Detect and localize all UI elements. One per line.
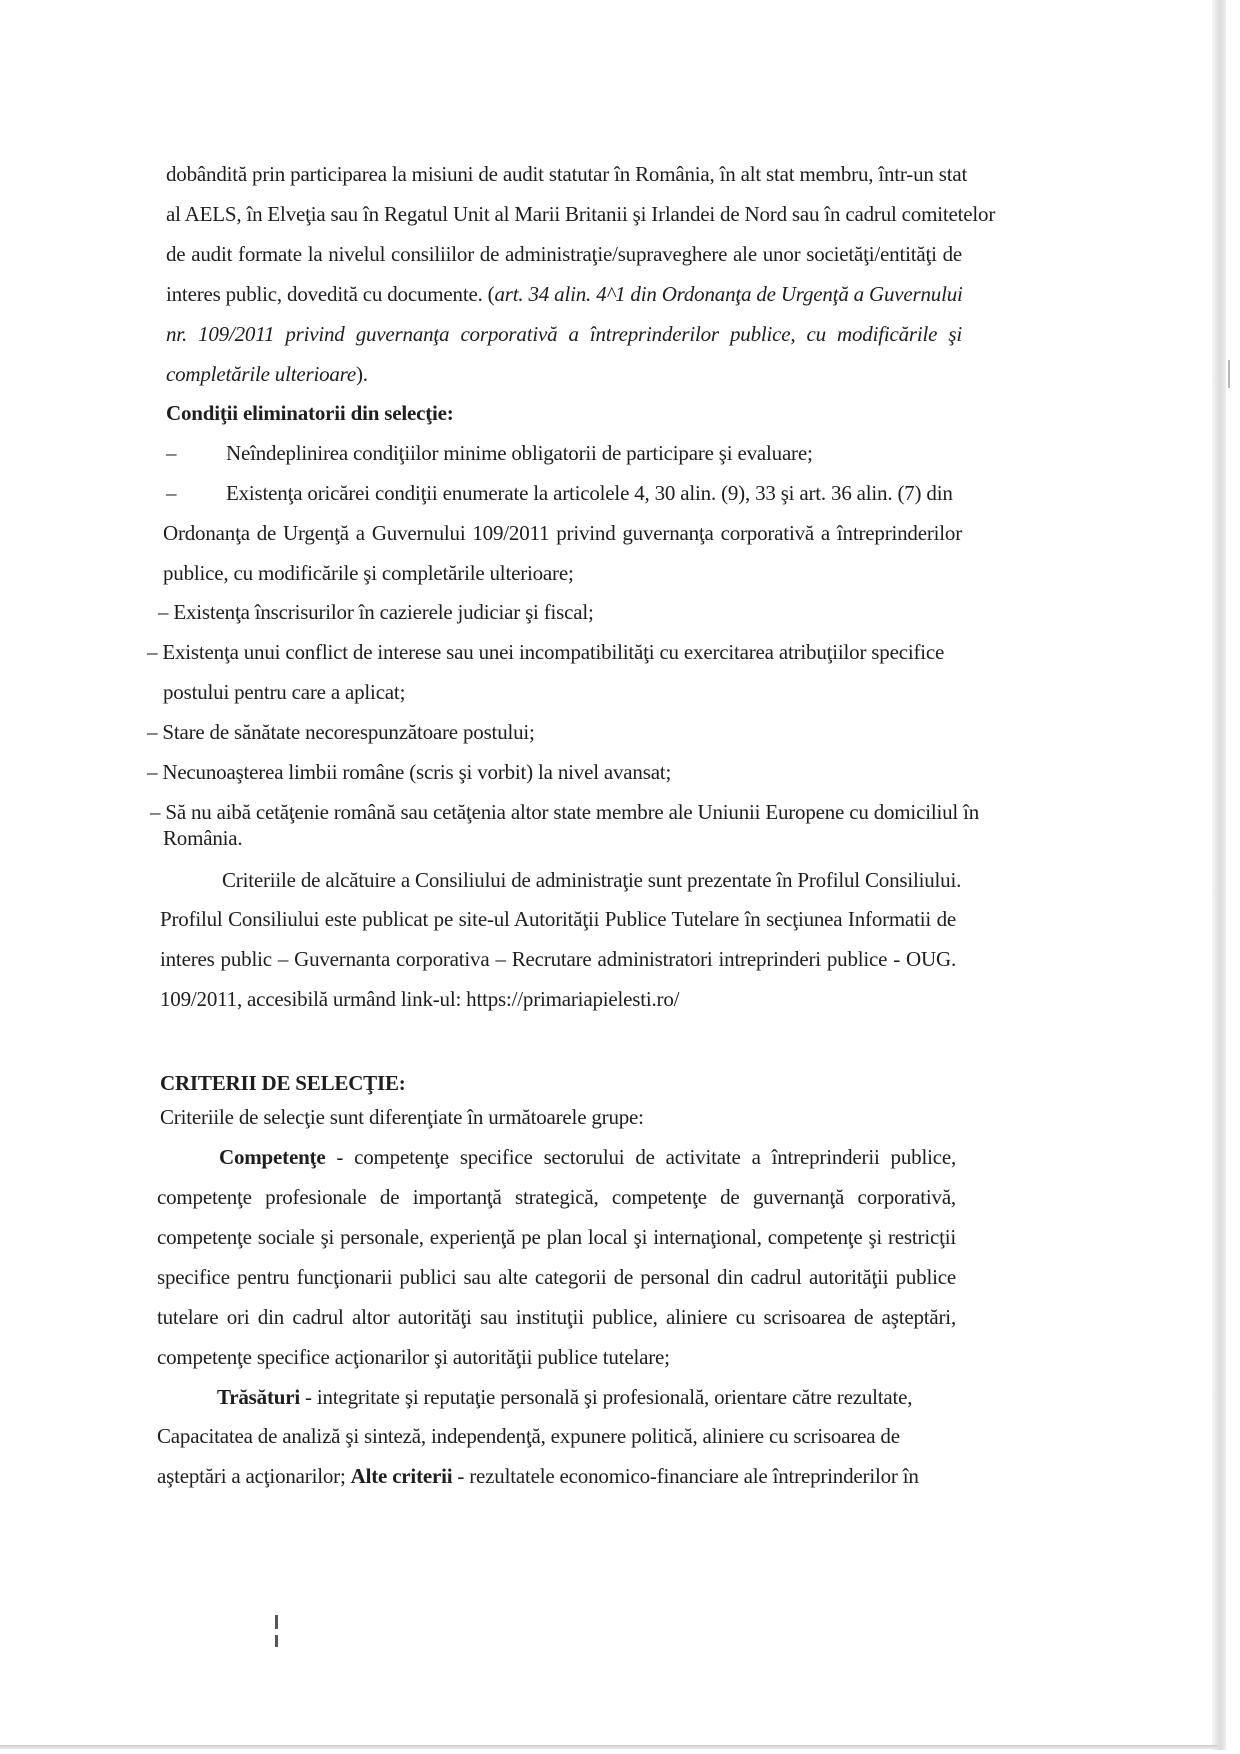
eliminatory-item-2-line2: Ordonanţa de Urgenţă a Guvernului 109/2011 privind guvernanţa corporativă a întreprinderilor xyxy=(163,521,962,545)
para1-line6 xyxy=(166,362,368,386)
dash-icon: – xyxy=(166,441,177,465)
eliminatory-item-2-line3: publice, cu modificările şi completările ulterioare; xyxy=(163,561,574,585)
eliminatory-item-3: – Existenţa înscrisurilor în cazierele judiciar şi fiscal; xyxy=(158,600,594,624)
profile-line3: interes public – Guvernanta corporativa – Recrutare administratori intreprinderi publice - OUG. xyxy=(160,947,956,971)
scan-mark xyxy=(275,1615,278,1655)
para1-line5: nr. 109/2011 privind guvernanţa corporativă a întreprinderilor publice, cu modificările şi xyxy=(166,322,962,346)
eliminatory-item-7-line2: România. xyxy=(163,826,243,850)
eliminatory-item-4-line1: – Existenţa unui conflict de interese sau unei incompatibilităţi cu exercitarea atribuţiilor specifice xyxy=(147,640,945,664)
eliminatory-item-1: Neîndeplinirea condiţiilor minime obligatorii de participare şi evaluare; xyxy=(226,441,813,465)
eliminatory-item-6: – Necunoaşterea limbii române (scris şi vorbit) la nivel avansat; xyxy=(147,760,672,784)
criteria-heading: CRITERII DE SELECŢIE: xyxy=(160,1071,406,1095)
eliminatory-heading: Condiţii eliminatorii din selecţie: xyxy=(166,401,454,425)
page-edge-right xyxy=(1212,0,1226,1750)
profile-line1: Criteriile de alcătuire a Consiliului de administraţie sunt prezentate în Profilul Consiliului. xyxy=(222,868,962,892)
para1-line6-end: ). xyxy=(356,362,368,386)
eliminatory-item-7-line1: – Să nu aibă cetăţenie română sau cetăţenia altor state membre ale Uniunii Europene cu domiciliul în xyxy=(150,800,980,824)
profile-line2: Profilul Consiliului este publicat pe site-ul Autorităţii Publice Tutelare în secţiunea Informatii de xyxy=(160,907,956,931)
competences-label: Competenţe xyxy=(219,1145,326,1169)
traits-label: Trăsături xyxy=(217,1385,300,1409)
eliminatory-item-5: – Stare de sănătate necorespunzătoare postului; xyxy=(147,720,535,744)
para1-line4-text: interes public, dovedită cu documente. ( xyxy=(166,282,495,306)
other-criteria-label: Alte criterii xyxy=(350,1464,453,1488)
para1-line1: dobândită prin participarea la misiuni de audit statutar în România, în alt stat membru, într-un stat xyxy=(166,162,968,186)
competences-line2: competenţe profesionale de importanţă strategică, competenţe de guvernanţă corporativă, xyxy=(157,1185,956,1209)
traits-line1 xyxy=(217,1385,912,1409)
para1-line3: de audit formate la nivelul consiliilor de administraţie/supraveghere ale unor societăţi/entităţi de xyxy=(166,242,962,266)
criteria-intro: Criteriile de selecţie sunt diferenţiate în următoarele grupe: xyxy=(160,1105,644,1129)
other-criteria-text: - rezultatele economico-financiare ale întreprinderilor în xyxy=(452,1464,919,1488)
eliminatory-item-4-line2: postului pentru care a aplicat; xyxy=(163,680,406,704)
traits-line3 xyxy=(157,1464,919,1488)
eliminatory-item-2-line1: Existenţa oricărei condiţii enumerate la articolele 4, 30 alin. (9), 33 şi art. 36 alin. (7) din xyxy=(226,481,953,505)
competences-line4: specifice pentru funcţionarii publici sau alte categorii de personal din cadrul autorităţii publice xyxy=(157,1265,956,1289)
para1-line6-italic: completările ulterioare xyxy=(166,362,356,386)
para1-line4 xyxy=(166,282,962,306)
competences-line1 xyxy=(219,1145,956,1169)
competences-line3: competenţe sociale şi personale, experienţă pe plan local şi internaţional, competenţe şi restricţii xyxy=(157,1225,956,1249)
scan-mark xyxy=(1228,360,1230,388)
traits-line3-text: aşteptări a acţionarilor; xyxy=(157,1464,351,1488)
competences-line5: tutelare ori din cadrul altor autorităţi sau instituţii publice, aliniere cu scrisoarea de aşteptări, xyxy=(157,1305,956,1329)
profile-line4: 109/2011, accesibilă urmând link-ul: https://primariapielesti.ro/ xyxy=(160,987,680,1011)
traits-text: - integritate şi reputaţie personală şi profesională, orientare către rezultate, xyxy=(299,1385,913,1409)
competences-line6: competenţe specifice acţionarilor şi autorităţii publice tutelare; xyxy=(157,1345,670,1369)
page-edge-bottom xyxy=(0,1745,1218,1749)
legal-citation: art. 34 alin. 4^1 din Ordonanţa de Urgenţă a Guvernului xyxy=(494,282,963,306)
dash-icon: – xyxy=(166,481,177,505)
para1-line2: al AELS, în Elveţia sau în Regatul Unit al Marii Britanii şi Irlandei de Nord sau în cadrul comitetelor xyxy=(166,202,996,226)
competences-text: - competenţe specifice sectorului de activitate a întreprinderii publice, xyxy=(325,1145,956,1169)
traits-line2: Capacitatea de analiză şi sinteză, independenţă, expunere politică, aliniere cu scrisoarea de xyxy=(157,1424,900,1448)
